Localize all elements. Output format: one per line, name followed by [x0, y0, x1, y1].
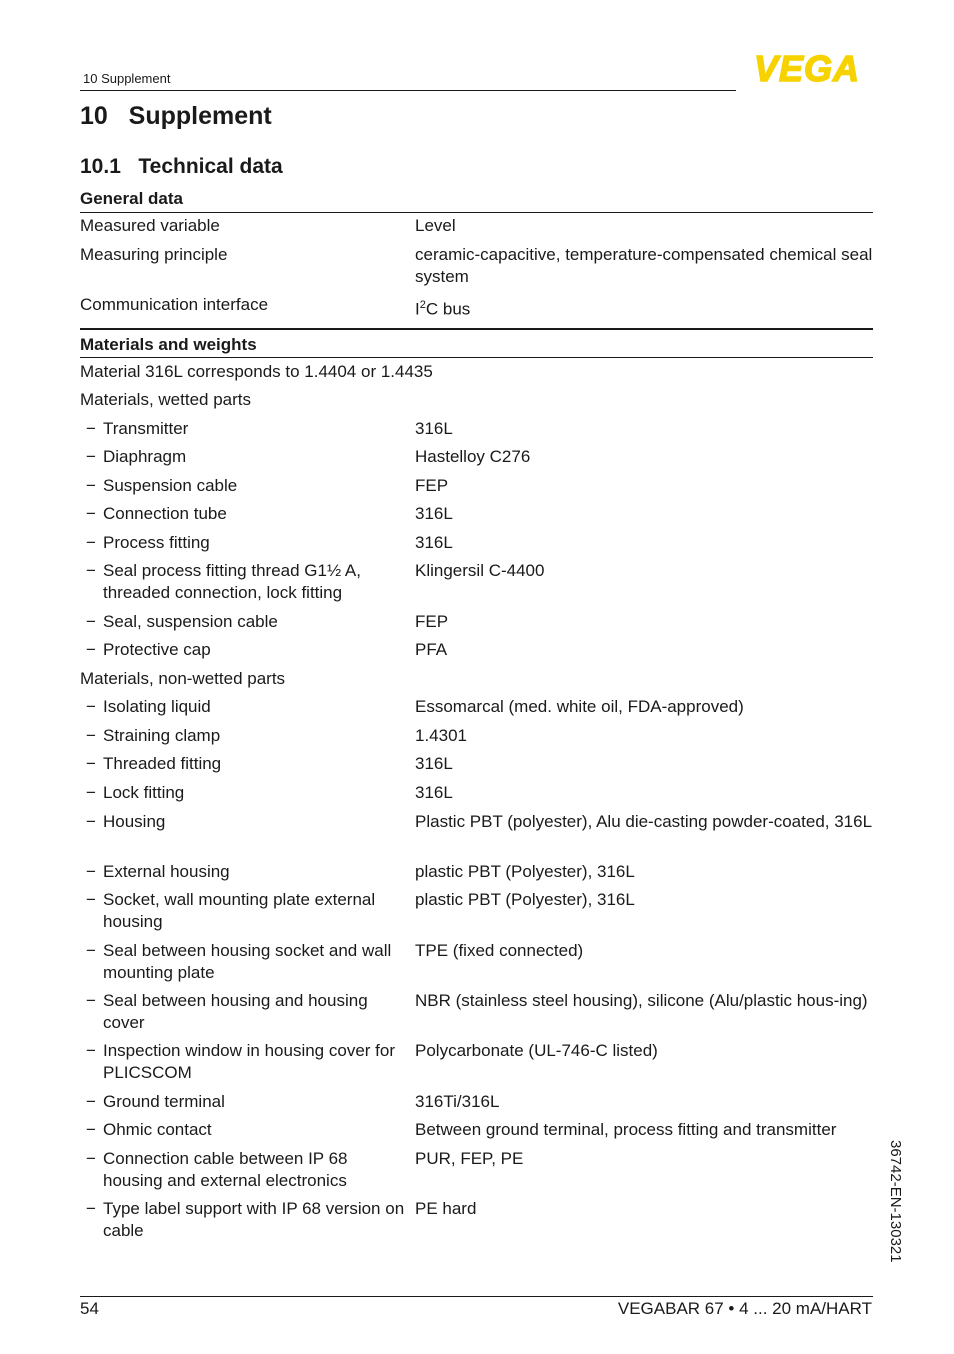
row-label [86, 990, 410, 1034]
list-dash: − [86, 419, 96, 438]
row-label-text: Straining clamp [103, 726, 221, 745]
row-value: Essomarcal (med. white oil, FDA-approved) [415, 697, 744, 716]
general-data-title: General data [80, 189, 183, 208]
row-value: Plastic PBT (polyester), Alu die-casting powder-coated, 316L [415, 812, 873, 831]
row-label-text: Lock fitting [103, 783, 185, 802]
materials-top-rule [80, 328, 873, 330]
row-label [86, 532, 410, 554]
row-label [86, 611, 410, 633]
row-label [86, 782, 410, 804]
list-dash: − [86, 1092, 96, 1111]
running-head: 10 Supplement [83, 71, 171, 86]
row-label-text: Suspension cable [103, 476, 238, 495]
row-label-text: Process fitting [103, 533, 210, 552]
row-value: 316L [415, 504, 453, 523]
section-number: 10.1 [80, 155, 121, 178]
row-value: Hastelloy C276 [415, 447, 531, 466]
row-label-text: Inspection window in housing cover for PLICSCOM [103, 1041, 395, 1082]
row-label [86, 503, 410, 525]
list-dash: − [86, 991, 96, 1010]
row-label-text: Seal process fitting thread G1½ A, threaded connection, lock fitting [103, 561, 361, 602]
row-label-text: External housing [103, 862, 230, 881]
row-label [86, 696, 410, 718]
row-value: plastic PBT (Polyester), 316L [415, 890, 635, 909]
row-label [86, 1040, 410, 1084]
row-label-text: Seal between housing and housing cover [103, 991, 368, 1032]
list-dash: − [86, 447, 96, 466]
row-value: PUR, FEP, PE [415, 1149, 524, 1168]
row-value: 316L [415, 533, 453, 552]
row-label [86, 811, 410, 833]
document-name: VEGABAR 67 • 4 ... 20 mA/HART [617, 1299, 872, 1318]
row-value: Klingersil C-4400 [415, 561, 545, 580]
row-label-text: Connection cable between IP 68 housing and external electronics [103, 1149, 348, 1190]
row-label [86, 1091, 410, 1113]
list-dash: − [86, 504, 96, 523]
footer-rule [80, 1296, 873, 1297]
row-value: TPE (fixed connected) [415, 941, 584, 960]
row-label: Communication interface [80, 295, 269, 314]
row-value: 316L [415, 419, 453, 438]
list-dash: − [86, 726, 96, 745]
materials-rule [80, 357, 873, 358]
chapter-number: 10 [80, 102, 108, 130]
list-dash: − [86, 612, 96, 631]
row-value: Polycarbonate (UL-746-C listed) [415, 1041, 658, 1060]
list-dash: − [86, 1041, 96, 1060]
row-label [86, 1148, 410, 1192]
row-label-text: Seal, suspension cable [103, 612, 278, 631]
row-label [86, 889, 410, 933]
value-superscript: 2 [419, 299, 426, 311]
row-label [86, 753, 410, 775]
section-title: Technical data [138, 155, 283, 178]
row-label-text: Type label support with IP 68 version on cable [103, 1199, 405, 1240]
list-dash: − [86, 862, 96, 881]
row-label [86, 725, 410, 747]
row-label [86, 418, 410, 440]
page-number: 54 [80, 1299, 99, 1318]
row-label-text: Isolating liquid [103, 697, 211, 716]
vega-logo-text: VEGA [753, 50, 861, 84]
row-value: FEP [415, 612, 449, 631]
chapter-title: Supplement [128, 102, 272, 130]
row-label: Measured variable [80, 216, 220, 235]
general-data-rule [80, 212, 873, 213]
row-label-text: Diaphragm [103, 447, 187, 466]
vega-logo [740, 50, 874, 84]
row-value: PFA [415, 640, 448, 659]
list-dash: − [86, 561, 96, 580]
row-value: FEP [415, 476, 449, 495]
row-label [86, 1119, 410, 1141]
header-rule [80, 90, 736, 91]
row-value: plastic PBT (Polyester), 316L [415, 862, 635, 881]
row-value: 316Ti/316L [415, 1092, 500, 1111]
row-label [86, 446, 410, 468]
row-label-text: Threaded fitting [103, 754, 222, 773]
row-label-text: Ohmic contact [103, 1120, 212, 1139]
side-document-code: 36742-EN-130321 [887, 1140, 904, 1263]
list-dash: − [86, 754, 96, 773]
row-value: Level [415, 216, 456, 235]
row-label-text: Socket, wall mounting plate external housing [103, 890, 376, 931]
row-label [86, 940, 410, 984]
list-dash: − [86, 1120, 96, 1139]
row-label-text: Connection tube [103, 504, 227, 523]
row-value: 1.4301 [415, 726, 467, 745]
row-value: 316L [415, 783, 453, 802]
row-label [86, 560, 410, 604]
value-pre: I [415, 299, 420, 319]
row-label [86, 639, 410, 661]
row-label [86, 861, 410, 883]
row-value: Between ground terminal, process fitting and transmitter [415, 1120, 837, 1139]
row-label-text: Seal between housing socket and wall mounting plate [103, 941, 392, 982]
materials-title: Materials and weights [80, 335, 257, 354]
row-value: PE hard [415, 1199, 477, 1218]
list-dash: − [86, 697, 96, 716]
list-dash: − [86, 640, 96, 659]
section-heading [80, 155, 283, 179]
row-label [86, 475, 410, 497]
row-label [86, 1198, 410, 1242]
value-post: C bus [425, 299, 471, 319]
row-label-text: Transmitter [103, 419, 189, 438]
row-label-text: Housing [103, 812, 166, 831]
row-value: ceramic-capacitive, temperature-compensated chemical seal system [415, 245, 873, 286]
list-dash: − [86, 533, 96, 552]
row-label-text: Protective cap [103, 640, 211, 659]
list-dash: − [86, 890, 96, 909]
row-value: NBR (stainless steel housing), silicone (Alu/plastic hous-ing) [415, 991, 868, 1010]
list-dash: − [86, 1149, 96, 1168]
list-dash: − [86, 941, 96, 960]
list-dash: − [86, 783, 96, 802]
row-label-text: Ground terminal [103, 1092, 225, 1111]
chapter-heading [80, 102, 272, 131]
list-dash: − [86, 476, 96, 495]
list-dash: − [86, 1199, 96, 1218]
row-value: 316L [415, 754, 453, 773]
row-label: Measuring principle [80, 245, 228, 264]
row-value [415, 294, 873, 321]
list-dash: − [86, 812, 96, 831]
